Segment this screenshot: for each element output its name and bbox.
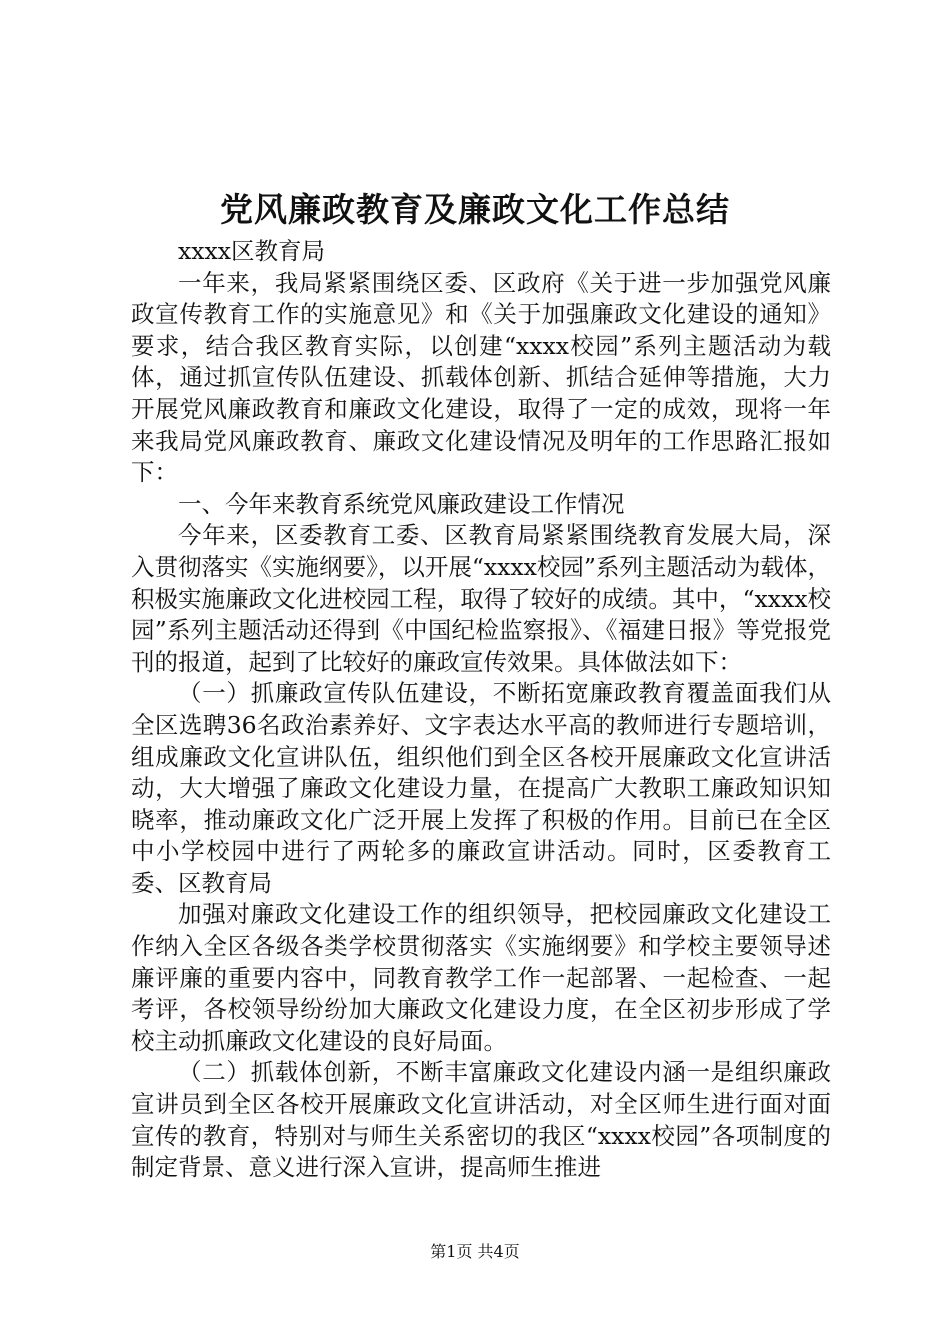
paragraph-organization: 加强对廉政文化建设工作的组织领导，把校园廉政文化建设工作纳入全区各级各类学校贯彻落实《实施纲要》和学校主要领导述廉评廉的重要内容中，同教育教学工作一起部署、一起检查、一起考评，各校领导纷纷加大廉政文化建设力度，在全区初步形成了学校主动抓廉政文化建设的良好局面。: [131, 900, 831, 1055]
section-heading-1: 一、今年来教育系统党风廉政建设工作情况: [178, 489, 625, 518]
paragraph-author: xxxx区教育局: [178, 237, 326, 265]
paragraph-item-1: （一）抓廉政宣传队伍建设，不断拓宽廉政教育覆盖面我们从全区选聘36名政治素养好、文字表达水平高的教师进行专题培训，组成廉政文化宣讲队伍，组织他们到全区各校开展廉政文化宣讲活动，大大增强了廉政文化建设力量，在提高广大教职工廉政知识知晓率，推动廉政文化广泛开展上发挥了积极的作用。目前已在全区中小学校园中进行了两轮多的廉政宣讲活动。同时，区委教育工委、区教育局: [131, 679, 831, 897]
paragraph-item-2: （二）抓载体创新，不断丰富廉政文化建设内涵一是组织廉政宣讲员到全区各校开展廉政文化宣讲活动，对全区师生进行面对面宣传的教育，特别对与师生关系密切的我区“xxxx校园”各项制度的制定背景、意义进行深入宣讲，提高师生推进: [131, 1058, 831, 1182]
paragraph-intro: 一年来，我局紧紧围绕区委、区政府《关于进一步加强党风廉政宣传教育工作的实施意见》和《关于加强廉政文化建设的通知》要求，结合我区教育实际，以创建“xxxx校园”系列主题活动为载体，通过抓宣传队伍建设、抓载体创新、抓结合延伸等措施，大力开展党风廉政教育和廉政文化建设，取得了一定的成效，现将一年来我局党风廉政教育、廉政文化建设情况及明年的工作思路汇报如下：: [131, 268, 831, 487]
document-title: 党风廉政教育及廉政文化工作总结: [220, 190, 730, 229]
document-body: [131, 236, 831, 1184]
paragraph-overview: 今年来，区委教育工委、区教育局紧紧围绕教育发展大局，深入贯彻落实《实施纲要》，以开展“xxxx校园”系列主题活动为载体，积极实施廉政文化进校园工程，取得了较好的成绩。其中，“xxxx校园”系列主题活动还得到《中国纪检监察报》、《福建日报》等党报党刊的报道，起到了比较好的廉政宣传效果。具体做法如下：: [131, 521, 831, 676]
page-number-footer: 第1页 共4页: [430, 1242, 520, 1261]
